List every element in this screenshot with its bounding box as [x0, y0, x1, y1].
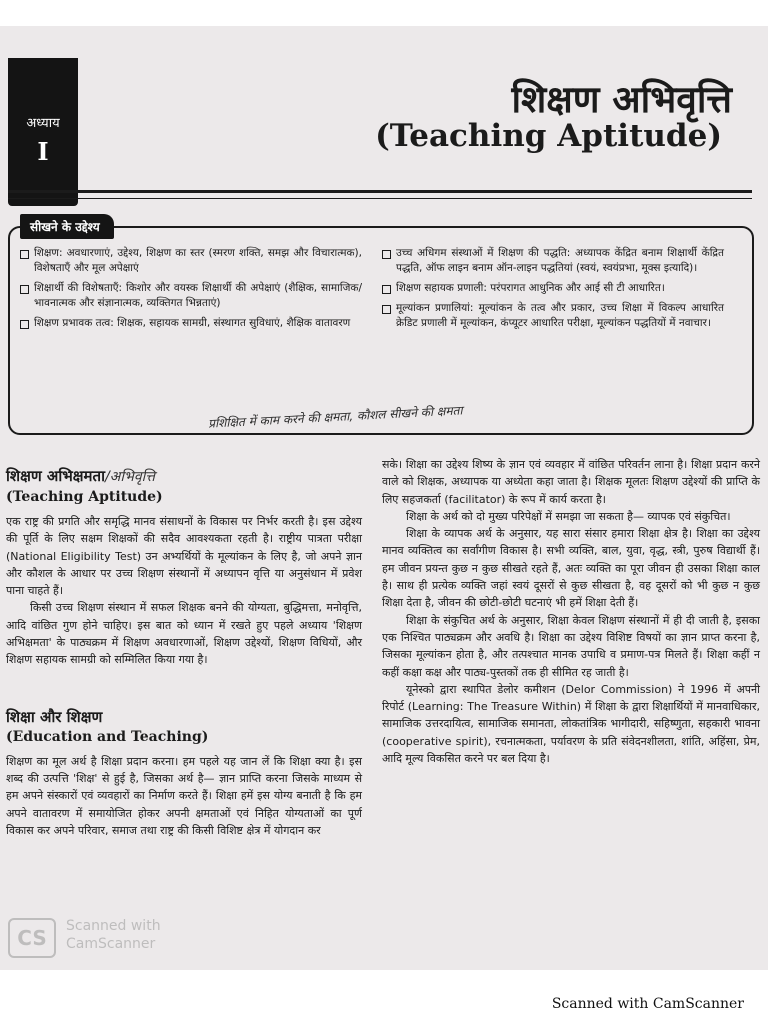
checkbox-bullet-icon: [382, 305, 391, 314]
objectives-heading: सीखने के उद्देश्य: [20, 214, 114, 239]
chapter-number: I: [37, 137, 49, 166]
left-text-column: [6, 466, 362, 839]
checkbox-bullet-icon: [382, 250, 391, 259]
watermark-line-2: CamScanner: [66, 936, 156, 952]
objective-item: उच्च अधिगम संस्थाओं में शिक्षण की पद्धति: अध्यापक केंद्रित बनाम शिक्षार्थी केंद्रित पद्धति, ऑफ लाइन बनाम ऑन-लाइन पद्धतियां (स्वयं, स्वयंप्रभा, मूक्स इत्यादि)।: [382, 246, 724, 276]
learning-objectives-box: [8, 220, 754, 435]
checkbox-bullet-icon: [20, 320, 29, 329]
body-paragraph: एक राष्ट्र की प्रगति और समृद्धि मानव संसाधनों के विकास पर निर्भर करती है। इस उद्देश्य की पूर्ति के लिए सक्षम शिक्षकों की सदैव आवश्यकता रहती है। राष्ट्रीय पात्रता परीक्षा (National Eligibility Test) उन अभ्यर्थियों के मूल्यांकन के लिए है, जो अपने ज्ञान और कौशल के आधार पर उच्च शिक्षण संस्थानों में अध्यापन वृत्ति या अनुसंधान में प्रवेश पाना चाहते हैं।: [6, 515, 362, 598]
watermark-line-1: Scanned with: [66, 918, 161, 934]
chapter-label: अध्याय: [26, 116, 60, 131]
objective-item: शिक्षार्थी की विशेषताएँ: किशोर और वयस्क शिक्षार्थी की अपेक्षाएं (शैक्षिक, सामाजिक/भावनात्मक और संज्ञानात्मक, व्यक्तिगत भिन्नताएं): [20, 281, 362, 311]
checkbox-bullet-icon: [20, 250, 29, 259]
chapter-tab: [8, 58, 78, 206]
chapter-title-english: (Teaching Aptitude): [375, 118, 722, 154]
objective-item: शिक्षण: अवधारणाएं, उद्देश्य, शिक्षण का स्तर (स्मरण शक्ति, समझ और विचारात्मक), विशेषताएँ और मूल अपेक्षाएं: [20, 246, 362, 276]
camscanner-logo-icon: CS: [8, 918, 56, 958]
handwritten-scribble: /अभिवृत्ति: [104, 469, 155, 485]
camscanner-watermark: [8, 918, 204, 960]
title-rule: [8, 190, 752, 193]
handwritten-note: प्रशिक्षित में काम करने की क्षमता, कौशल सीखने की क्षमता: [207, 403, 463, 431]
body-paragraph: यूनेस्को द्वारा स्थापित डेलोर कमीशन (Delor Commission) ने 1996 में अपनी रिपोर्ट (Learning: The Treasure Within) में शिक्षा के द्वारा शिक्षार्थियों में मानवाधिकार, सामाजिक उत्तरदायित्व, सामाजिक समानता, लोकतांत्रिक भागीदारी, सहिष्णुता, सहकारी भावना (cooperative spirit), रचनात्मकता, पर्यावरण के प्रति संवेदनशीलता, शांति, अहिंसा, प्रेम, आदि मूल्य विकसित करने पर बल दिया है।: [382, 682, 760, 766]
body-paragraph: शिक्षा के संकुचित अर्थ के अनुसार, शिक्षा केवल शिक्षण संस्थानों में ही दी जाती है, इसका एक निश्चित पाठ्यक्रम और अवधि है। शिक्षा का उद्देश्य विशिष्ट विषयों का ज्ञान प्राप्त करना है, जिसका मूल्यांकन होता है, और तत्पश्चात मानक उपाधि व प्रमाण-पत्र मिलते हैं। शिक्षा कहीं न कहीं कक्षा कक्ष और पाठ्य-पुस्तकों तक ही सीमित रह जाती है।: [382, 613, 760, 679]
objective-item: शिक्षण सहायक प्रणाली: परंपरागत आधुनिक और आई सी टी आधारित।: [382, 281, 724, 296]
objective-item: शिक्षण प्रभावक तत्व: शिक्षक, सहायक सामग्री, संस्थागत सुविधाएं, शैक्षिक वातावरण: [20, 316, 362, 331]
body-paragraph: शिक्षा के अर्थ को दो मुख्य परिपेक्षों में समझा जा सकता है— व्यापक एवं संकुचित।: [406, 509, 731, 523]
right-text-column: [382, 456, 760, 767]
objectives-left-column: [20, 246, 362, 336]
scanned-page: [0, 26, 768, 970]
objectives-right-column: [382, 246, 724, 336]
body-paragraph: सके। शिक्षा का उद्देश्य शिष्य के ज्ञान एवं व्यवहार में वांछित परिवर्तन लाना है। शिक्षा प्रदान करने वाले को शिक्षक, अध्यापक या अध्येता कहा जाता है। शिक्षक मूलतः शिक्षण उद्देश्यों की प्राप्ति के लिए सहजकर्ता (facilitator) के रूप में कार्य करता है।: [382, 458, 760, 506]
section-heading-hindi: शिक्षण अभिक्षमता/अभिवृत्ति: [6, 467, 155, 485]
checkbox-bullet-icon: [20, 285, 29, 294]
chapter-title-hindi: शिक्षण अभिवृत्ति: [511, 78, 732, 121]
section-heading-hindi: शिक्षा और शिक्षण: [6, 707, 103, 726]
body-paragraph: किसी उच्च शिक्षण संस्थान में सफल शिक्षक बनने की योग्यता, बुद्धिमत्ता, मनोवृत्ति, आदि वांछित गुण होने चाहिए। इस बात को ध्यान में रखते हुए पहले अध्याय 'शिक्षण अभिक्षमता' के पाठ्यक्रम में शिक्षण अवधारणाओं, शिक्षण उद्देश्यों, शिक्षण विधियों, और शिक्षण सहायक सामग्री को सम्मिलित किया गया है।: [6, 601, 362, 667]
section-heading-english: (Education and Teaching): [6, 728, 209, 745]
title-rule-thin: [8, 198, 752, 199]
section-heading-english: (Teaching Aptitude): [6, 489, 163, 505]
objective-item: मूल्यांकन प्रणालियां: मूल्यांकन के तत्व और प्रकार, उच्च शिक्षा में विकल्प आधारित क्रेडिट प्रणाली में मूल्यांकन, कंप्यूटर आधारित परीक्षा, मूल्यांकन पद्धतियों में नवाचार।: [382, 301, 724, 331]
checkbox-bullet-icon: [382, 285, 391, 294]
footer-scanned-label: Scanned with CamScanner: [551, 996, 744, 1012]
body-paragraph: शिक्षण का मूल अर्थ है शिक्षा प्रदान करना। हम पहले यह जान लें कि शिक्षा क्या है। इस शब्द की उत्पत्ति 'शिक्ष' से हुई है, जिसका अर्थ है— ज्ञान प्राप्ति करना जिसके माध्यम से हम अपने संस्कारों एवं व्यवहारों का निर्माण करते हैं। शिक्षा हमें इस योग्य बनाती है कि हम अपने वातावरण में समायोजित होकर अपनी क्षमताओं एवं निहित योग्यताओं का पूर्ण विकास कर अपने परिवार, समाज तथा राष्ट्र की किसी विशिष्ट क्षेत्र में योगदान कर: [6, 754, 362, 837]
body-paragraph: शिक्षा के व्यापक अर्थ के अनुसार, यह सारा संसार हमारा शिक्षा क्षेत्र है। शिक्षा का उद्देश्य मानव व्यक्तित्व का सर्वांगीण विकास है। सभी व्यक्ति, बाल, युवा, वृद्ध, स्त्री, पुरुष विद्यार्थी हैं। हम जीवन प्रयन्त कुछ न कुछ सीखते रहते हैं, अतः व्यक्ति का पूरा जीवन ही उसका शिक्षा काल है। साथ ही प्रत्येक व्यक्ति जहां स्वयं दूसरों से कुछ सीखता है, वह दूसरों को भी कुछ न कुछ शिक्षा देता है, जीवन की छोटी-छोटी घटनाएं भी हमें शिक्षा देती हैं।: [382, 527, 760, 610]
